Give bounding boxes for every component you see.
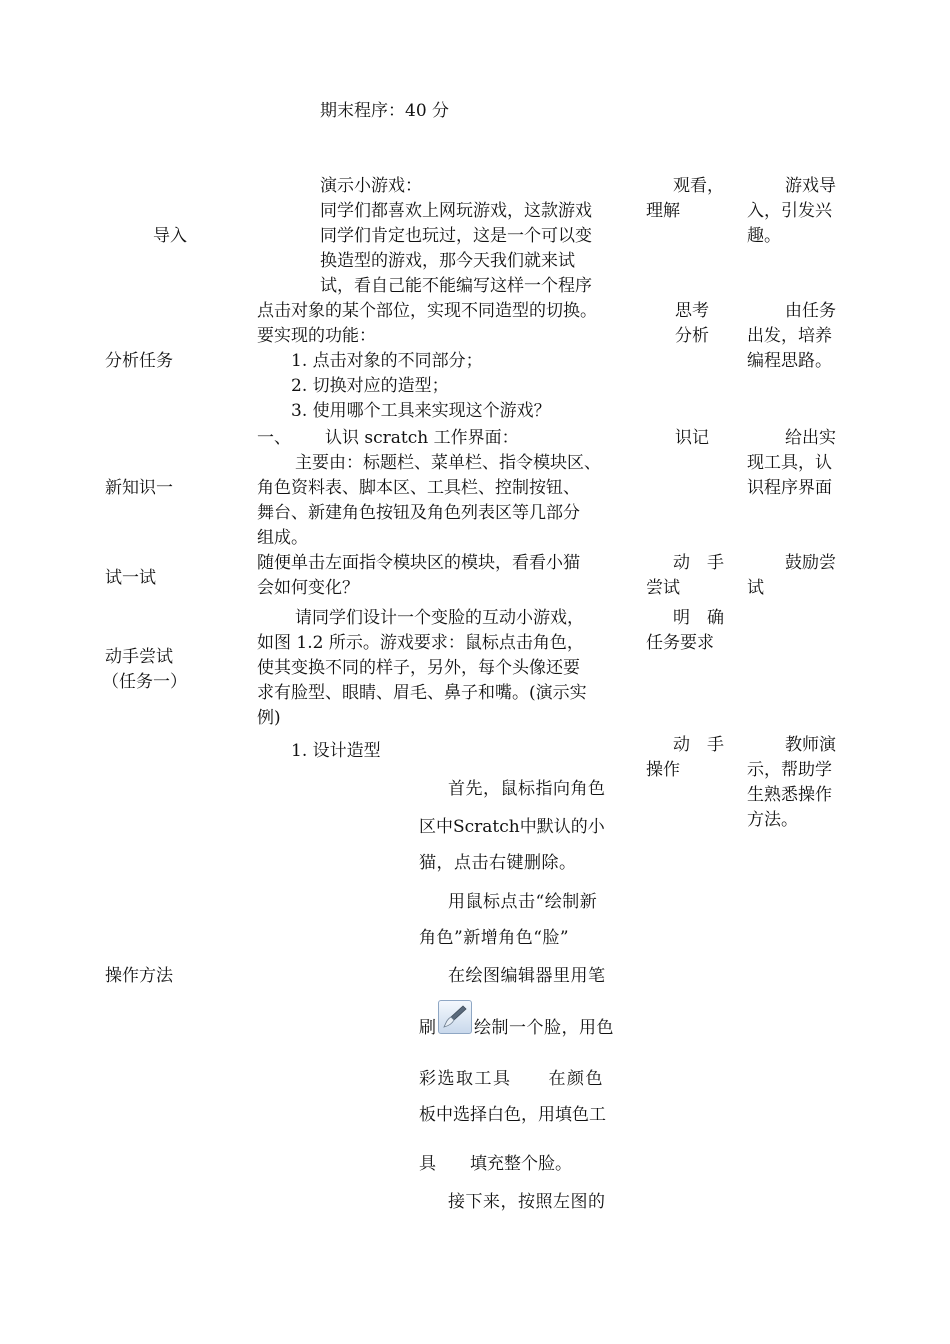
- knowledge-purpose: 给出实: [785, 428, 836, 448]
- intro-content-line: 演示小游戏：: [320, 176, 422, 196]
- row-label-knowledge: 新知识一: [105, 478, 173, 498]
- intro-content-line: 同学们都喜欢上网玩游戏，这款游戏: [320, 201, 592, 221]
- task1-content-line: 例): [257, 708, 281, 728]
- knowledge-purpose: 识程序界面: [747, 478, 832, 498]
- task1-content-line: 如图 1.2 所示。游戏要求：鼠标点击角色，: [257, 633, 584, 653]
- operation-purpose: 方法。: [747, 810, 798, 830]
- knowledge-section-number: 一、: [257, 428, 291, 448]
- operation-step-line: 刷: [419, 1018, 436, 1038]
- analysis-student-activity: 分析: [675, 326, 709, 346]
- row-label-task1: 动手尝试: [105, 647, 173, 667]
- operation-purpose: 生熟悉操作: [747, 785, 832, 805]
- intro-content-line: 换造型的游戏，那今天我们就来试: [320, 251, 575, 271]
- analysis-list-item: 1. 点击对象的不同部分；: [291, 351, 483, 371]
- knowledge-content-line: 主要由：标题栏、菜单栏、指令模块区、: [295, 453, 601, 473]
- try-purpose: 鼓励尝: [785, 553, 836, 573]
- operation-step-line: 绘制一个脸，用色: [474, 1018, 614, 1038]
- program-score: 期末程序：40 分: [320, 101, 450, 121]
- operation-step-line: 具 填充整个脸。: [419, 1154, 572, 1174]
- analysis-purpose: 编程思路。: [747, 351, 832, 371]
- try-student-activity: 尝试: [646, 578, 680, 598]
- knowledge-section-title: 认识 scratch 工作界面：: [325, 428, 519, 448]
- row-label-operation: 操作方法: [105, 966, 173, 986]
- intro-purpose: 趣。: [747, 226, 781, 246]
- operation-purpose: 教师演: [785, 735, 836, 755]
- intro-student-activity: 理解: [646, 201, 680, 221]
- analysis-content-line: 要实现的功能：: [257, 326, 376, 346]
- intro-content-line: 同学们肯定也玩过，这是一个可以变: [320, 226, 592, 246]
- operation-step-line: 区中Scratch中默认的小: [419, 817, 605, 837]
- operation-step-line: 首先，鼠标指向角色: [448, 779, 606, 799]
- analysis-purpose: 由任务: [785, 301, 836, 321]
- task1-student-activity: 明 确: [673, 608, 724, 628]
- row-label-try: 试一试: [105, 568, 156, 588]
- task1-content-line: 求有脸型、眼睛、眉毛、鼻子和嘴。(演示实: [257, 683, 587, 703]
- analysis-student-activity: 思考: [675, 301, 709, 321]
- intro-content-line: 试，看自己能不能编写这样一个程序: [320, 276, 592, 296]
- knowledge-purpose: 现工具，认: [747, 453, 832, 473]
- operation-step-line: 在绘图编辑器里用笔: [448, 966, 606, 986]
- operation-content-title: 1. 设计造型: [291, 741, 381, 761]
- analysis-list-item: 2. 切换对应的造型；: [291, 376, 449, 396]
- knowledge-content-line: 舞台、新建角色按钮及角色列表区等几部分: [257, 503, 580, 523]
- intro-purpose: 入，引发兴: [747, 201, 832, 221]
- operation-step-line: 角色”新增角色“脸”: [419, 928, 570, 948]
- operation-purpose: 示，帮助学: [747, 760, 832, 780]
- operation-step-line: 彩选取工具 在颜色: [419, 1069, 604, 1089]
- row-label-intro: 导入: [153, 226, 187, 246]
- row-label-analysis: 分析任务: [105, 351, 173, 371]
- operation-step-line: 接下来，按照左图的: [448, 1192, 606, 1212]
- operation-student-activity: 操作: [646, 760, 680, 780]
- analysis-list-item: 3. 使用哪个工具来实现这个游戏？: [291, 401, 551, 421]
- knowledge-student-activity: 识记: [675, 428, 709, 448]
- knowledge-content-line: 角色资料表、脚本区、工具栏、控制按钮、: [257, 478, 580, 498]
- knowledge-content-line: 组成。: [257, 528, 308, 548]
- analysis-purpose: 出发，培养: [747, 326, 832, 346]
- try-content-line: 会如何变化？: [257, 578, 359, 598]
- intro-student-activity: 观看，: [673, 176, 724, 196]
- paintbrush-icon-glyph: [439, 1001, 471, 1033]
- row-label-task1-sub: （任务一）: [102, 672, 187, 692]
- operation-step-line: 用鼠标点击“绘制新: [448, 892, 598, 912]
- task1-content-line: 使其变换不同的样子，另外，每个头像还要: [257, 658, 580, 678]
- operation-step-line: 猫，点击右键删除。: [419, 853, 577, 873]
- operation-student-activity: 动 手: [673, 735, 724, 755]
- try-student-activity: 动 手: [673, 553, 724, 573]
- task1-student-activity: 任务要求: [646, 633, 714, 653]
- operation-step-line: 板中选择白色，用填色工: [419, 1105, 606, 1125]
- intro-purpose: 游戏导: [785, 176, 836, 196]
- analysis-content-line: 点击对象的某个部位，实现不同造型的切换。: [257, 301, 597, 321]
- try-content-line: 随便单击左面指令模块区的模块，看看小猫: [257, 553, 580, 573]
- task1-content-line: 请同学们设计一个变脸的互动小游戏，: [295, 608, 584, 628]
- paintbrush-icon: [438, 1000, 472, 1034]
- try-purpose: 试: [747, 578, 764, 598]
